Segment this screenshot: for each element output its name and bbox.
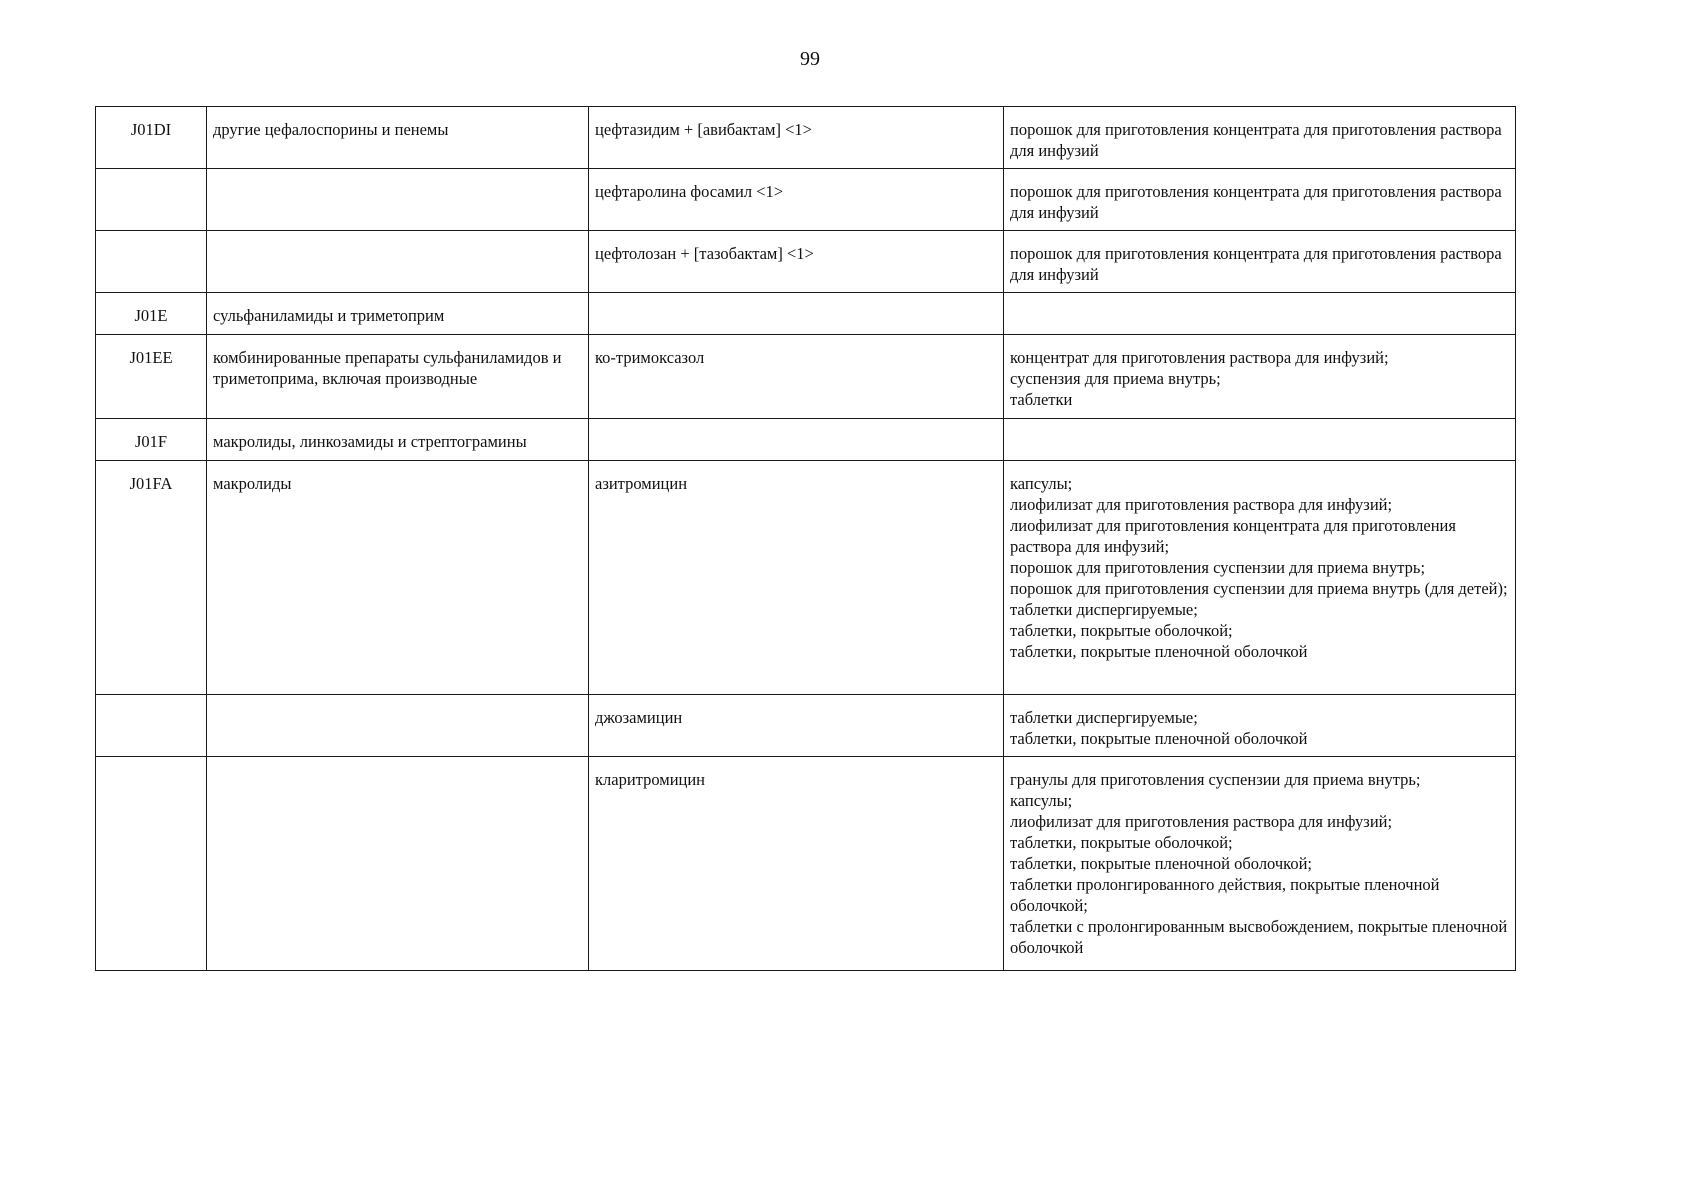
drug-name-cell: азитромицин — [589, 461, 1004, 695]
dosage-form-line: порошок для приготовления суспензии для приема внутрь (для детей); — [1010, 579, 1508, 598]
dosage-form-line: таблетки пролонгированного действия, покрытые пленочной оболочкой; — [1010, 875, 1440, 915]
anatomical-therapeutic-group-cell — [207, 695, 589, 757]
dosage-form-line: концентрат для приготовления раствора для инфузий; — [1010, 348, 1389, 367]
dosage-form-line: порошок для приготовления концентрата для приготовления раствора для инфузий — [1010, 182, 1502, 222]
medication-table — [95, 106, 1516, 971]
dosage-form-line: капсулы; — [1010, 474, 1073, 493]
anatomical-therapeutic-group-cell — [207, 169, 589, 231]
atc-code-cell: J01DI — [96, 107, 207, 169]
anatomical-therapeutic-group-cell: макролиды — [207, 461, 589, 695]
dosage-form-line: гранулы для приготовления суспензии для приема внутрь; — [1010, 770, 1421, 789]
dosage-form-line: порошок для приготовления суспензии для приема внутрь; — [1010, 558, 1426, 577]
dosage-forms-cell — [1004, 419, 1516, 461]
anatomical-therapeutic-group-cell: макролиды, линкозамиды и стрептограмины — [207, 419, 589, 461]
dosage-form-line: суспензия для приема внутрь; — [1010, 369, 1221, 388]
atc-code-cell — [96, 169, 207, 231]
dosage-forms-cell — [1004, 169, 1516, 231]
dosage-form-line: лиофилизат для приготовления концентрата для приготовления раствора для инфузий; — [1010, 516, 1456, 556]
table-row — [96, 231, 1516, 293]
drug-name-cell: джозамицин — [589, 695, 1004, 757]
anatomical-therapeutic-group-cell: сульфаниламиды и триметоприм — [207, 293, 589, 335]
dosage-form-line: порошок для приготовления концентрата для приготовления раствора для инфузий — [1010, 120, 1502, 160]
anatomical-therapeutic-group-cell: другие цефалоспорины и пенемы — [207, 107, 589, 169]
anatomical-therapeutic-group-cell — [207, 231, 589, 293]
drug-name-cell: кларитромицин — [589, 757, 1004, 971]
drug-name-cell: цефтаролина фосамил <1> — [589, 169, 1004, 231]
drug-name-cell — [589, 419, 1004, 461]
table-row — [96, 335, 1516, 419]
dosage-forms-cell — [1004, 335, 1516, 419]
drug-name-cell: ко-тримоксазол — [589, 335, 1004, 419]
page-number: 99 — [800, 48, 820, 70]
table-row — [96, 293, 1516, 335]
dosage-form-line: таблетки диспергируемые; — [1010, 708, 1198, 727]
dosage-form-line: таблетки диспергируемые; — [1010, 600, 1198, 619]
atc-code-cell: J01E — [96, 293, 207, 335]
atc-code-cell: J01F — [96, 419, 207, 461]
anatomical-therapeutic-group-cell — [207, 757, 589, 971]
atc-code-cell — [96, 757, 207, 971]
table-row — [96, 757, 1516, 971]
dosage-form-line: лиофилизат для приготовления раствора для инфузий; — [1010, 812, 1393, 831]
dosage-form-line: таблетки, покрытые пленочной оболочкой; — [1010, 854, 1313, 873]
dosage-form-line: таблетки, покрытые оболочкой; — [1010, 621, 1233, 640]
dosage-forms-cell — [1004, 695, 1516, 757]
dosage-forms-cell — [1004, 231, 1516, 293]
table-body — [96, 107, 1516, 971]
anatomical-therapeutic-group-cell: комбинированные препараты сульфаниламидов и триметоприма, включая производные — [207, 335, 589, 419]
drug-name-cell: цефтолозан + [тазобактам] <1> — [589, 231, 1004, 293]
dosage-form-line: таблетки, покрытые пленочной оболочкой — [1010, 642, 1308, 661]
drug-name-cell: цефтазидим + [авибактам] <1> — [589, 107, 1004, 169]
table-row — [96, 461, 1516, 695]
dosage-form-line: порошок для приготовления концентрата для приготовления раствора для инфузий — [1010, 244, 1502, 284]
atc-code-cell: J01EE — [96, 335, 207, 419]
dosage-form-line: таблетки, покрытые пленочной оболочкой — [1010, 729, 1308, 748]
drug-name-cell — [589, 293, 1004, 335]
table-row — [96, 695, 1516, 757]
dosage-form-line: таблетки, покрытые оболочкой; — [1010, 833, 1233, 852]
dosage-form-line: капсулы; — [1010, 791, 1073, 810]
dosage-forms-cell — [1004, 107, 1516, 169]
table-row — [96, 169, 1516, 231]
dosage-form-line: таблетки — [1010, 390, 1073, 409]
atc-code-cell: J01FA — [96, 461, 207, 695]
atc-code-cell — [96, 695, 207, 757]
dosage-forms-cell — [1004, 461, 1516, 695]
dosage-form-line: лиофилизат для приготовления раствора для инфузий; — [1010, 495, 1393, 514]
table-row — [96, 107, 1516, 169]
table-row — [96, 419, 1516, 461]
dosage-forms-cell — [1004, 757, 1516, 971]
atc-code-cell — [96, 231, 207, 293]
dosage-form-line: таблетки с пролонгированным высвобождением, покрытые пленочной оболочкой — [1010, 917, 1508, 957]
dosage-forms-cell — [1004, 293, 1516, 335]
